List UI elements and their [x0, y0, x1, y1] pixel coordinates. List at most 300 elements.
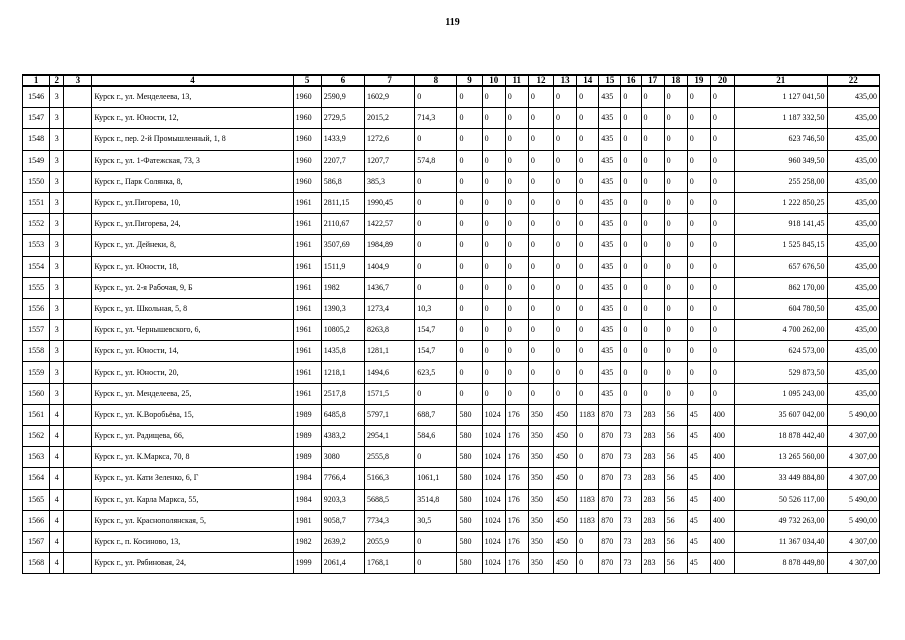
table-cell: 400 — [710, 489, 734, 510]
column-header: 20 — [710, 75, 734, 86]
table-cell: Курск г., ул. 1-Фатежская, 73, 3 — [92, 150, 293, 171]
table-cell: 49 732 263,00 — [735, 510, 828, 531]
table-cell: 0 — [482, 214, 505, 235]
column-header: 19 — [687, 75, 710, 86]
table-cell: 0 — [415, 553, 457, 574]
table-cell: 350 — [528, 489, 553, 510]
table-row — [23, 531, 880, 552]
table-cell: 1281,1 — [364, 341, 414, 362]
table-cell: 33 449 884,80 — [735, 468, 828, 489]
table-cell: 0 — [641, 192, 664, 213]
table-cell: 1960 — [293, 150, 321, 171]
table-cell: 3 — [50, 298, 64, 319]
table-cell: 0 — [505, 298, 528, 319]
column-header: 14 — [577, 75, 599, 86]
table-cell: 73 — [621, 426, 641, 447]
table-cell: 11 367 034,40 — [735, 531, 828, 552]
table-cell: 2555,8 — [364, 447, 414, 468]
table-cell: 4 307,00 — [827, 531, 879, 552]
table-cell: 580 — [457, 531, 482, 552]
table-cell: 870 — [599, 553, 621, 574]
table-cell: 0 — [554, 341, 577, 362]
table-cell: 385,3 — [364, 171, 414, 192]
page-number: 119 — [445, 17, 460, 28]
table-cell: 3 — [50, 171, 64, 192]
table-cell: 0 — [505, 214, 528, 235]
table-cell — [64, 531, 92, 552]
table-cell — [64, 468, 92, 489]
table-cell: 0 — [528, 341, 553, 362]
table-cell: 0 — [664, 108, 687, 129]
table-cell: 1558 — [23, 341, 50, 362]
table-cell: 0 — [577, 129, 599, 150]
table-cell: 0 — [554, 298, 577, 319]
table-cell: Курск г., ул. К.Маркса, 70, 8 — [92, 447, 293, 468]
table-cell: 400 — [710, 510, 734, 531]
table-cell: 1552 — [23, 214, 50, 235]
table-cell: 0 — [482, 383, 505, 404]
table-cell: 435,00 — [827, 235, 879, 256]
table-cell: 45 — [687, 447, 710, 468]
table-row — [23, 256, 880, 277]
table-cell: 623,5 — [415, 362, 457, 383]
table-cell: 45 — [687, 553, 710, 574]
table-cell: 73 — [621, 447, 641, 468]
table-cell: 435,00 — [827, 383, 879, 404]
table-cell: 1 095 243,00 — [735, 383, 828, 404]
table-cell: 1961 — [293, 256, 321, 277]
table-cell: 0 — [577, 214, 599, 235]
table-cell: 1024 — [482, 426, 505, 447]
table-cell: 0 — [641, 129, 664, 150]
table-cell: 4 — [50, 404, 64, 425]
table-cell: 400 — [710, 447, 734, 468]
table-cell: 0 — [482, 86, 505, 108]
table-cell: 0 — [505, 383, 528, 404]
table-cell: 450 — [554, 468, 577, 489]
table-cell: 0 — [415, 256, 457, 277]
table-cell: 0 — [664, 214, 687, 235]
table-cell: 2954,1 — [364, 426, 414, 447]
table-cell: 580 — [457, 404, 482, 425]
table-cell: 0 — [641, 277, 664, 298]
table-cell: 1549 — [23, 150, 50, 171]
table-cell: 0 — [710, 362, 734, 383]
table-cell: 435 — [599, 298, 621, 319]
table-cell: 4 307,00 — [827, 468, 879, 489]
table-cell: 0 — [457, 320, 482, 341]
table-cell — [64, 129, 92, 150]
column-header: 4 — [92, 75, 293, 86]
table-cell: 0 — [482, 298, 505, 319]
table-cell: 1999 — [293, 553, 321, 574]
table-cell: 1961 — [293, 277, 321, 298]
table-cell: Курск г., ул. Менделеева, 13, — [92, 86, 293, 108]
table-cell: 350 — [528, 404, 553, 425]
table-cell: 0 — [457, 362, 482, 383]
table-cell: 35 607 042,00 — [735, 404, 828, 425]
table-cell: 3080 — [321, 447, 364, 468]
table-cell: 0 — [577, 108, 599, 129]
table-cell: 1984 — [293, 468, 321, 489]
table-cell: 73 — [621, 468, 641, 489]
table-cell: 0 — [415, 129, 457, 150]
table-cell: 4 — [50, 489, 64, 510]
table-cell: 1960 — [293, 129, 321, 150]
table-cell: 1602,9 — [364, 86, 414, 108]
table-cell: 870 — [599, 447, 621, 468]
table-cell: Курск г., ул.Пигорева, 10, — [92, 192, 293, 213]
table-cell: 435 — [599, 150, 621, 171]
table-cell: 1024 — [482, 553, 505, 574]
table-row — [23, 320, 880, 341]
table-cell: 1404,9 — [364, 256, 414, 277]
table-cell: 0 — [577, 447, 599, 468]
table-cell: 5797,1 — [364, 404, 414, 425]
table-cell: 1984 — [293, 489, 321, 510]
table-cell: 45 — [687, 531, 710, 552]
table-cell: 1273,4 — [364, 298, 414, 319]
table-cell: 435,00 — [827, 108, 879, 129]
table-cell: 30,5 — [415, 510, 457, 531]
table-cell: 4 — [50, 510, 64, 531]
table-cell: 0 — [710, 171, 734, 192]
table-cell: 3 — [50, 383, 64, 404]
table-cell: 0 — [710, 214, 734, 235]
table-row — [23, 192, 880, 213]
table-header-row — [23, 75, 880, 86]
table-cell: 0 — [554, 362, 577, 383]
table-cell: 9058,7 — [321, 510, 364, 531]
table-cell: 435,00 — [827, 171, 879, 192]
table-cell: 0 — [457, 235, 482, 256]
table-cell: 45 — [687, 510, 710, 531]
table-cell: 0 — [641, 86, 664, 108]
table-cell: 435,00 — [827, 192, 879, 213]
table-cell: 0 — [664, 298, 687, 319]
table-cell: 450 — [554, 510, 577, 531]
table-cell: 176 — [505, 489, 528, 510]
table-cell: 56 — [664, 531, 687, 552]
table-cell: 0 — [528, 256, 553, 277]
table-cell: 0 — [621, 192, 641, 213]
column-header: 1 — [23, 75, 50, 86]
table-cell: 435 — [599, 341, 621, 362]
table-cell: 18 878 442,40 — [735, 426, 828, 447]
table-cell: 1566 — [23, 510, 50, 531]
table-cell: 0 — [457, 129, 482, 150]
table-cell: 0 — [457, 383, 482, 404]
table-cell: 1982 — [321, 277, 364, 298]
table-row — [23, 341, 880, 362]
table-cell: 2015,2 — [364, 108, 414, 129]
table-cell: 0 — [577, 383, 599, 404]
table-cell: 73 — [621, 510, 641, 531]
table-cell: 6485,8 — [321, 404, 364, 425]
table-cell: 9203,3 — [321, 489, 364, 510]
table-cell: 7766,4 — [321, 468, 364, 489]
table-cell: 0 — [641, 320, 664, 341]
table-cell: 0 — [528, 214, 553, 235]
table-cell: 0 — [554, 171, 577, 192]
table-cell: 1559 — [23, 362, 50, 383]
table-cell: 0 — [577, 468, 599, 489]
table-cell: 2110,67 — [321, 214, 364, 235]
table-cell: 435,00 — [827, 86, 879, 108]
table-cell: 0 — [710, 383, 734, 404]
table-cell: 0 — [554, 235, 577, 256]
table-cell — [64, 235, 92, 256]
table-cell: 0 — [415, 531, 457, 552]
table-cell — [64, 214, 92, 235]
table-cell — [64, 510, 92, 531]
table-cell: 0 — [621, 171, 641, 192]
table-cell: 1557 — [23, 320, 50, 341]
table-cell: 3 — [50, 108, 64, 129]
table-cell: 3 — [50, 277, 64, 298]
table-cell: 0 — [710, 341, 734, 362]
table-cell: 657 676,50 — [735, 256, 828, 277]
table-cell: 4 — [50, 447, 64, 468]
table-cell — [64, 192, 92, 213]
table-cell: 1989 — [293, 426, 321, 447]
table-cell: 435 — [599, 320, 621, 341]
table-cell: 0 — [577, 171, 599, 192]
table-cell: 1511,9 — [321, 256, 364, 277]
table-cell: 400 — [710, 553, 734, 574]
table-cell: 0 — [621, 86, 641, 108]
table-cell: 0 — [528, 192, 553, 213]
column-header: 11 — [505, 75, 528, 86]
table-cell: 0 — [505, 150, 528, 171]
table-row — [23, 383, 880, 404]
table-cell: 0 — [664, 86, 687, 108]
table-cell: 870 — [599, 468, 621, 489]
table-cell: 0 — [577, 341, 599, 362]
table-cell: Курск г., ул. Кати Зеленко, 6, Г — [92, 468, 293, 489]
table-cell: 3 — [50, 150, 64, 171]
table-cell: 435 — [599, 277, 621, 298]
table-cell: Курск г., ул. Краснополянская, 5, — [92, 510, 293, 531]
table-cell: 0 — [415, 192, 457, 213]
table-cell: 283 — [641, 510, 664, 531]
table-cell: 0 — [554, 192, 577, 213]
column-header: 15 — [599, 75, 621, 86]
table-cell: 0 — [505, 235, 528, 256]
table-row — [23, 468, 880, 489]
table-row — [23, 277, 880, 298]
table-cell: 0 — [505, 129, 528, 150]
table-cell: 1207,7 — [364, 150, 414, 171]
table-cell: 1981 — [293, 510, 321, 531]
table-cell: 0 — [710, 298, 734, 319]
column-header: 9 — [457, 75, 482, 86]
table-cell: 1961 — [293, 298, 321, 319]
table-cell: 580 — [457, 489, 482, 510]
table-cell: 0 — [577, 256, 599, 277]
table-cell: 1 127 041,50 — [735, 86, 828, 108]
table-cell: 2811,15 — [321, 192, 364, 213]
table-cell: 0 — [641, 235, 664, 256]
table-cell: 4 307,00 — [827, 447, 879, 468]
table-cell: 584,6 — [415, 426, 457, 447]
table-cell: 0 — [482, 256, 505, 277]
table-cell: 0 — [415, 447, 457, 468]
table-cell: 0 — [528, 383, 553, 404]
table-cell: 8 878 449,80 — [735, 553, 828, 574]
table-cell: 0 — [505, 341, 528, 362]
table-cell — [64, 404, 92, 425]
table-cell: 1961 — [293, 341, 321, 362]
table-cell: 3 — [50, 235, 64, 256]
table-cell: Курск г., ул. Юности, 14, — [92, 341, 293, 362]
table-cell: 0 — [664, 277, 687, 298]
table-cell: 0 — [482, 192, 505, 213]
table-cell: 0 — [641, 256, 664, 277]
table-cell: 870 — [599, 489, 621, 510]
table-cell: 45 — [687, 426, 710, 447]
table-row — [23, 426, 880, 447]
column-header: 7 — [364, 75, 414, 86]
column-header: 5 — [293, 75, 321, 86]
table-cell: 56 — [664, 489, 687, 510]
table-cell: 0 — [641, 171, 664, 192]
table-cell: 176 — [505, 468, 528, 489]
table-cell: 435,00 — [827, 256, 879, 277]
table-cell: 450 — [554, 531, 577, 552]
table-cell: 1 187 332,50 — [735, 108, 828, 129]
table-row — [23, 108, 880, 129]
table-cell: 0 — [664, 235, 687, 256]
table-cell: 0 — [641, 298, 664, 319]
table-cell: 45 — [687, 489, 710, 510]
table-row — [23, 553, 880, 574]
table-cell: 1024 — [482, 468, 505, 489]
table-cell: 3514,8 — [415, 489, 457, 510]
table-cell: 0 — [687, 298, 710, 319]
table-cell: 0 — [664, 129, 687, 150]
table-cell: 0 — [710, 129, 734, 150]
table-cell: 0 — [482, 362, 505, 383]
table-cell: 870 — [599, 404, 621, 425]
table-cell: 0 — [687, 108, 710, 129]
table-cell: 435,00 — [827, 320, 879, 341]
table-cell: 0 — [482, 129, 505, 150]
table-body — [23, 86, 880, 574]
table-cell: 0 — [577, 531, 599, 552]
table-cell: 0 — [621, 108, 641, 129]
table-cell: 3 — [50, 256, 64, 277]
table-cell: 1984,89 — [364, 235, 414, 256]
table-cell: 3507,69 — [321, 235, 364, 256]
table-cell: 4 307,00 — [827, 426, 879, 447]
table-row — [23, 214, 880, 235]
table-cell: 0 — [528, 320, 553, 341]
table-cell: 0 — [505, 108, 528, 129]
table-cell: 0 — [457, 277, 482, 298]
table-cell: 73 — [621, 553, 641, 574]
table-cell: 255 258,00 — [735, 171, 828, 192]
table-cell: 0 — [577, 298, 599, 319]
table-cell: 450 — [554, 426, 577, 447]
table-cell: 0 — [687, 235, 710, 256]
table-cell: 0 — [577, 426, 599, 447]
table-cell: 1218,1 — [321, 362, 364, 383]
column-header: 16 — [621, 75, 641, 86]
table-cell: 350 — [528, 510, 553, 531]
table-cell: 3 — [50, 362, 64, 383]
table-cell: 56 — [664, 426, 687, 447]
table-cell: 1554 — [23, 256, 50, 277]
table-row — [23, 235, 880, 256]
table-cell: 586,8 — [321, 171, 364, 192]
table-cell: Курск г., ул. Карла Маркса, 55, — [92, 489, 293, 510]
table-cell: 1390,3 — [321, 298, 364, 319]
table-cell: 10,3 — [415, 298, 457, 319]
table-row — [23, 150, 880, 171]
table-cell: 400 — [710, 468, 734, 489]
table-cell: 176 — [505, 404, 528, 425]
table-cell: 283 — [641, 447, 664, 468]
table-cell: 0 — [528, 129, 553, 150]
table-cell: 0 — [528, 362, 553, 383]
table-cell: 350 — [528, 553, 553, 574]
table-cell: 574,8 — [415, 150, 457, 171]
table-cell: 400 — [710, 426, 734, 447]
table-cell: 529 873,50 — [735, 362, 828, 383]
table-cell: 0 — [687, 320, 710, 341]
table-cell: 56 — [664, 553, 687, 574]
table-cell: Курск г., ул. Школьная, 5, 8 — [92, 298, 293, 319]
column-header: 3 — [64, 75, 92, 86]
table-cell: 0 — [457, 171, 482, 192]
table-cell: 0 — [621, 320, 641, 341]
column-header: 10 — [482, 75, 505, 86]
table-cell: 0 — [482, 235, 505, 256]
column-header: 13 — [554, 75, 577, 86]
table-cell: 0 — [457, 256, 482, 277]
table-cell — [64, 383, 92, 404]
table-cell: Курск г., ул. Чернышевского, 6, — [92, 320, 293, 341]
table-cell: 0 — [415, 235, 457, 256]
table-cell: 56 — [664, 468, 687, 489]
table-cell: 4 — [50, 468, 64, 489]
table-cell: 0 — [482, 171, 505, 192]
table-cell: 350 — [528, 531, 553, 552]
table-cell: 45 — [687, 468, 710, 489]
table-cell: 0 — [528, 171, 553, 192]
table-cell: 0 — [577, 235, 599, 256]
table-cell: 1024 — [482, 489, 505, 510]
table-cell: 580 — [457, 468, 482, 489]
table-cell: 1183 — [577, 404, 599, 425]
table-cell: 1 222 850,25 — [735, 192, 828, 213]
table-cell: 1961 — [293, 214, 321, 235]
table-cell: 0 — [664, 320, 687, 341]
table-cell: 0 — [457, 341, 482, 362]
table-cell: 13 265 560,00 — [735, 447, 828, 468]
table-cell: 3 — [50, 86, 64, 108]
table-cell: 0 — [415, 214, 457, 235]
table-cell: 1960 — [293, 86, 321, 108]
table-cell: 1547 — [23, 108, 50, 129]
table-cell: 580 — [457, 553, 482, 574]
table-cell: 45 — [687, 404, 710, 425]
table-cell: 450 — [554, 447, 577, 468]
table-cell: 870 — [599, 531, 621, 552]
column-header: 6 — [321, 75, 364, 86]
table-cell: 56 — [664, 404, 687, 425]
